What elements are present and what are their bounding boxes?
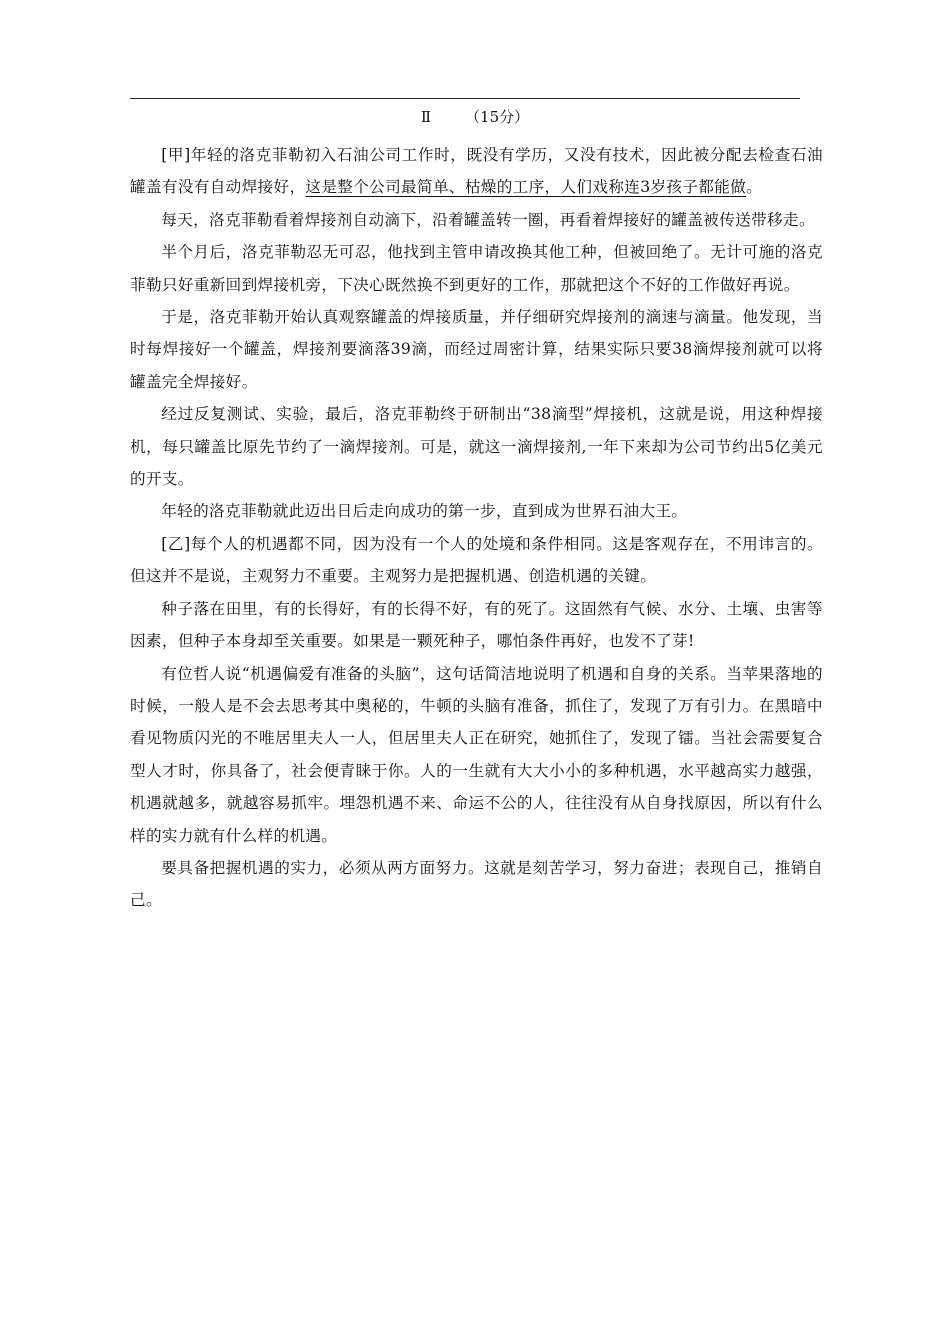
paragraph-1: [甲]年轻的洛克菲勒初入石油公司工作时，既没有学历，又没有技术，因此被分配去检查石油罐盖有没有自动焊接好，这是整个公司最简单、枯燥的工序，人们戏称连3岁孩子都能做。 <box>130 146 823 197</box>
paragraph-3: 半个月后，洛克菲勒忍无可忍，他找到主管申请改换其他工种，但被回绝了。无计可施的洛克菲勒只好重新回到焊接机旁，下决心既然换不到更好的工作，那就把这个不好的工作做好再说。 <box>130 243 823 294</box>
section-numeral: Ⅱ <box>420 108 432 126</box>
paragraph-6: 年轻的洛克菲勒就此迈出日后走向成功的第一步，直到成为世界石油大王。 <box>161 502 688 521</box>
paragraph-9: 有位哲人说“机遇偏爱有准备的头脑”，这句话简洁地说明了机遇和自身的关系。当苹果落地的时候，一般人是不会去思考其中奥秘的，牛顿的头脑有准备，抓住了，发现了万有引力。在黑暗中看见物质闪光的不唯居里夫人一人，但居里夫人正在研究，她抓住了，发现了镭。当社会需要复合型人才时，你具备了，社会便青睐于你。人的一生就有大大小小的多种机遇，水平越高实力越强，机遇就越多，就越容易抓牢。埋怨机遇不来、命运不公的人，往往没有从自身找原因，所以有什么样的实力就有什么样的机遇。 <box>130 664 823 845</box>
paragraph-10: 要具备把握机遇的实力，必须从两方面努力。这就是刻苦学习，努力奋进；表现自己，推销自己。 <box>130 858 823 910</box>
section-score: （15分） <box>465 108 530 126</box>
paragraph-4: 于是，洛克菲勒开始认真观察罐盖的焊接质量，并仔细研究焊接剂的滴速与滴量。他发现，当时每焊接好一个罐盖，焊接剂要滴落39滴，而经过周密计算，结果实际只要38滴焊接剂就可以将罐盖完全焊接好。 <box>130 308 823 391</box>
paragraph-5: 经过反复测试、实验，最后，洛克菲勒终于研制出“38滴型”焊接机，这就是说，用这种焊接机，每只罐盖比原先节约了一滴焊接剂。可是，就这一滴焊接剂,一年下来却为公司节约出5亿美元的开支。 <box>130 405 823 489</box>
top-divider <box>130 98 800 99</box>
paragraph-7: [乙]每个人的机遇都不同，因为没有一个人的处境和条件相同。这是客观存在，不用讳言的。但这并不是说，主观努力不重要。主观努力是把握机遇、创造机遇的关键。 <box>130 534 823 586</box>
reading-passage <box>130 139 823 917</box>
underlined-sentence: 这是整个公司最简单、枯燥的工序，人们戏称连3岁孩子都能做 <box>305 178 747 197</box>
section-header <box>0 106 950 128</box>
paragraph-8: 种子落在田里，有的长得好，有的长得不好，有的死了。这固然有气候、水分、土壤、虫害等因素，但种子本身却至关重要。如果是一颗死种子，哪怕条件再好，也发不了芽! <box>130 599 823 651</box>
paragraph-2: 每天，洛克菲勒看着焊接剂自动滴下，沿着罐盖转一圈，再看着焊接好的罐盖被传送带移走。 <box>161 210 815 229</box>
